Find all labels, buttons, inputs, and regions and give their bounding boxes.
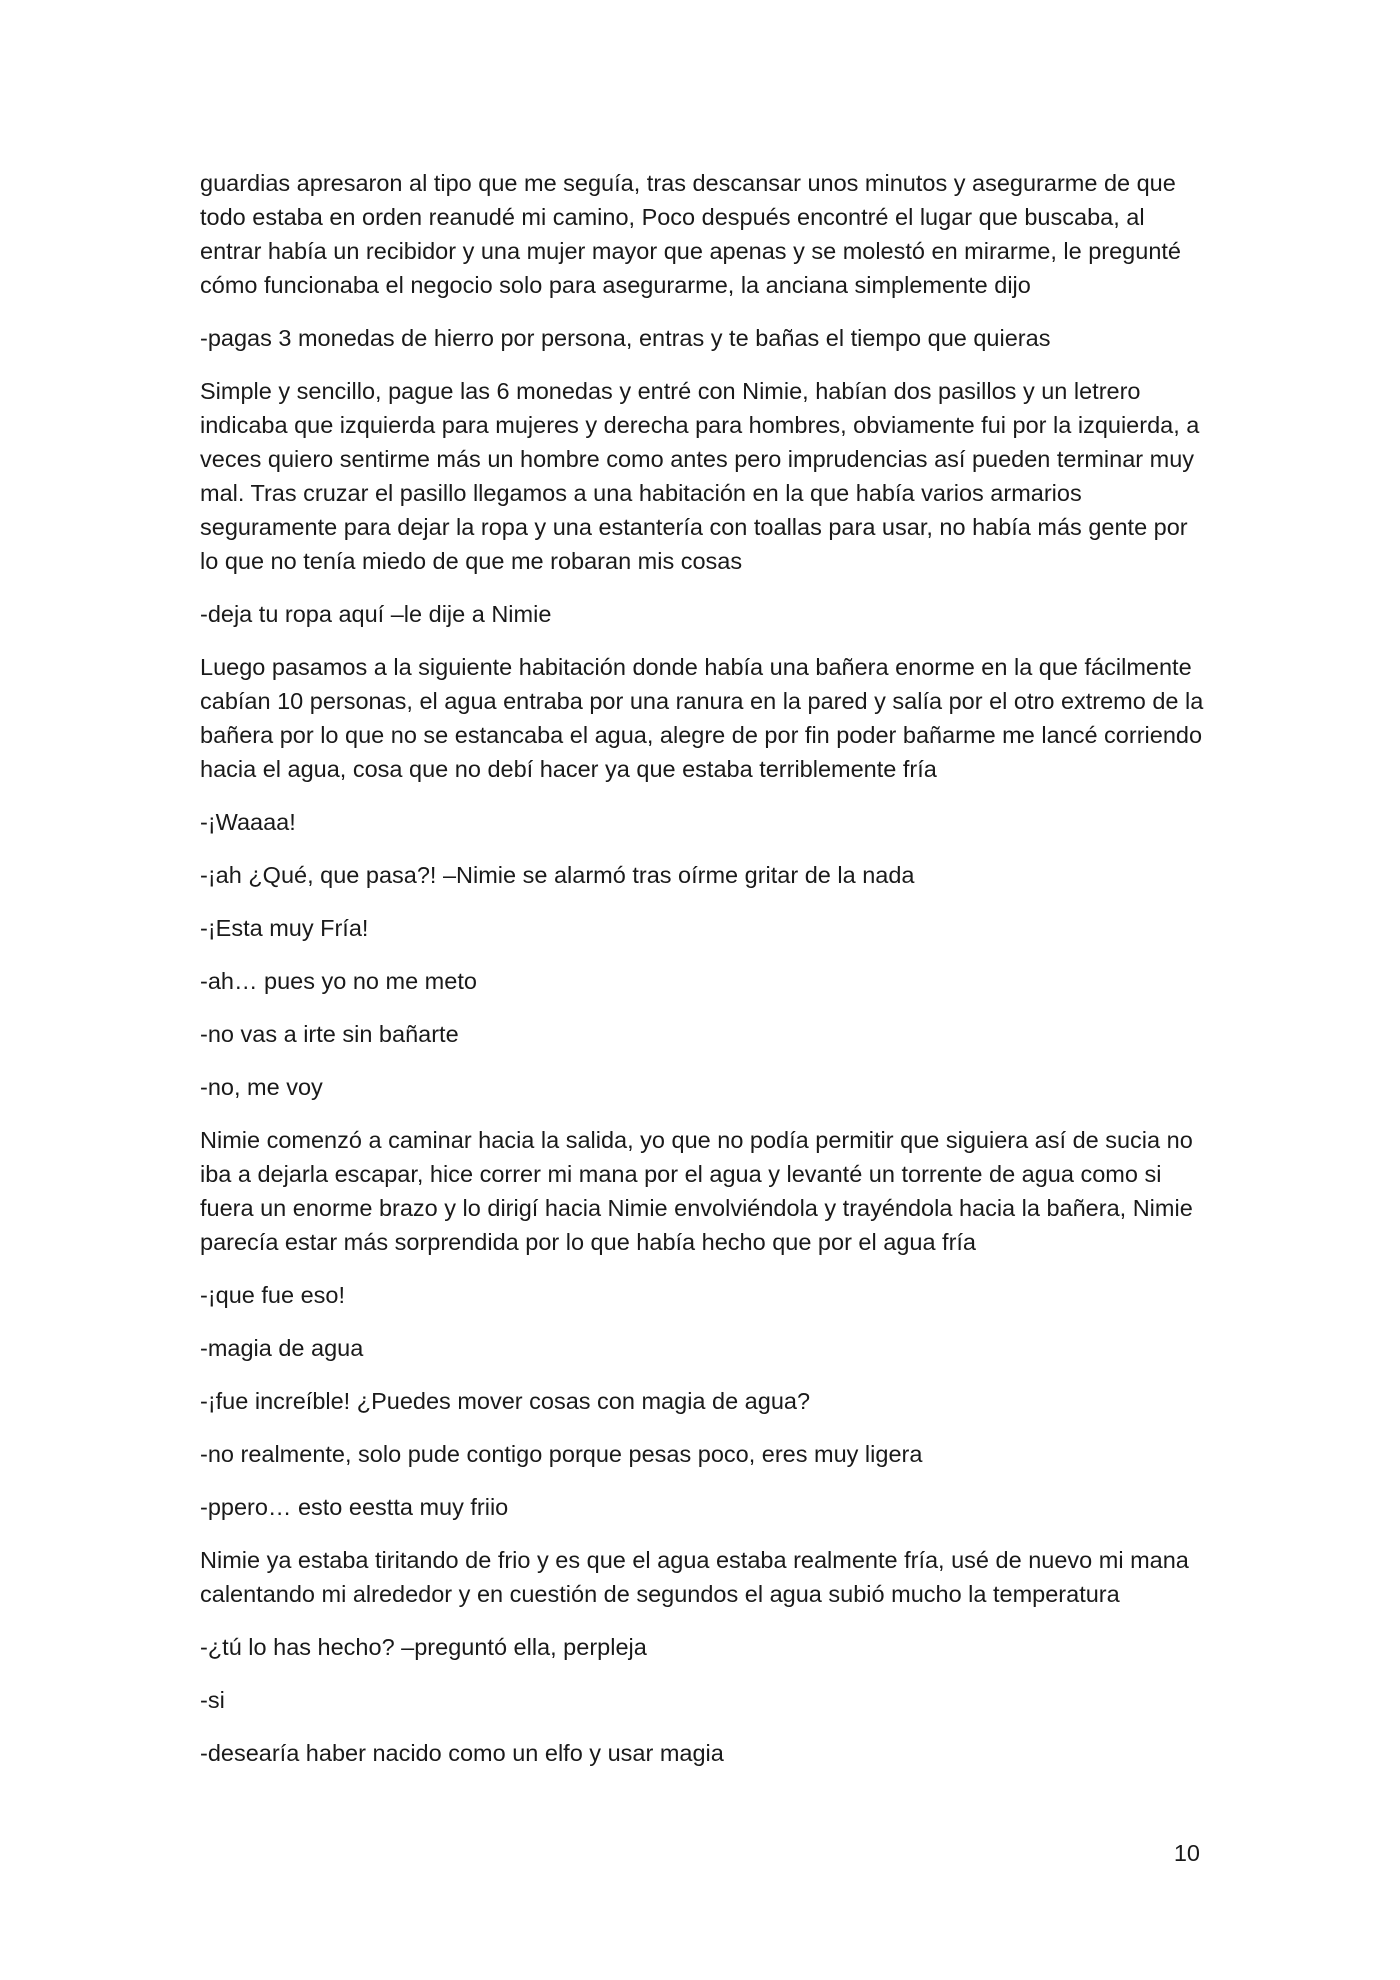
body-text xyxy=(200,166,1208,1789)
dialogue-line: -¿tú lo has hecho? –preguntó ella, perpleja xyxy=(200,1634,647,1660)
dialogue-line: -¡que fue eso! xyxy=(200,1282,346,1308)
dialogue-line: -desearía haber nacido como un elfo y usar magia xyxy=(200,1740,724,1766)
paragraph: Simple y sencillo, pague las 6 monedas y entré con Nimie, habían dos pasillos y un letrero indicaba que izquierda para mujeres y derecha para hombres, obviamente fui por la izquierda, a veces quiero sentirme más un hombre como antes pero imprudencias así pueden terminar muy mal. Tras cruzar el pasillo llegamos a una habitación en la que había varios armarios seguramente para dejar la ropa y una estantería con toallas para usar, no había más gente por lo que no tenía miedo de que me robaran mis cosas xyxy=(200,378,1200,574)
dialogue-line: -ah… pues yo no me meto xyxy=(200,968,477,994)
dialogue-line: -magia de agua xyxy=(200,1335,364,1361)
dialogue-line: -deja tu ropa aquí –le dije a Nimie xyxy=(200,601,552,627)
page-number: 10 xyxy=(1173,1840,1200,1866)
paragraph: Luego pasamos a la siguiente habitación donde había una bañera enorme en la que fácilmente cabían 10 personas, el agua entraba por una ranura en la pared y salía por el otro extremo de la bañera por lo que no se estancaba el agua, alegre de por fin poder bañarme me lancé corriendo hacia el agua, cosa que no debí hacer ya que estaba terriblemente fría xyxy=(200,654,1204,782)
paragraph: Nimie comenzó a caminar hacia la salida, yo que no podía permitir que siguiera así de sucia no iba a dejarla escapar, hice correr mi mana por el agua y levanté un torrente de agua como si fuera un enorme brazo y lo dirigí hacia Nimie envolviéndola y trayéndola hacia la bañera, Nimie parecía estar más sorprendida por lo que había hecho que por el agua fría xyxy=(200,1127,1193,1255)
dialogue-line: -no vas a irte sin bañarte xyxy=(200,1021,459,1047)
dialogue-line: -¡Waaaa! xyxy=(200,809,296,835)
dialogue-line: -pagas 3 monedas de hierro por persona, entras y te bañas el tiempo que quieras xyxy=(200,325,1051,351)
dialogue-line: -no realmente, solo pude contigo porque pesas poco, eres muy ligera xyxy=(200,1441,923,1467)
paragraph: Nimie ya estaba tiritando de frio y es que el agua estaba realmente fría, usé de nuevo mi mana calentando mi alrededor y en cuestión de segundos el agua subió mucho la temperatura xyxy=(200,1547,1189,1607)
dialogue-line: -¡fue increíble! ¿Puedes mover cosas con magia de agua? xyxy=(200,1388,811,1414)
dialogue-line: -si xyxy=(200,1687,225,1713)
dialogue-line: -no, me voy xyxy=(200,1074,323,1100)
dialogue-line: -¡ah ¿Qué, que pasa?! –Nimie se alarmó tras oírme gritar de la nada xyxy=(200,862,915,888)
dialogue-line: -ppero… esto eestta muy friio xyxy=(200,1494,509,1520)
dialogue-line: -¡Esta muy Fría! xyxy=(200,915,369,941)
paragraph: guardias apresaron al tipo que me seguía, tras descansar unos minutos y asegurarme de que todo estaba en orden reanudé mi camino, Poco después encontré el lugar que buscaba, al entrar había un recibidor y una mujer mayor que apenas y se molestó en mirarme, le pregunté cómo funcionaba el negocio solo para asegurarme, la anciana simplemente dijo xyxy=(200,170,1181,298)
